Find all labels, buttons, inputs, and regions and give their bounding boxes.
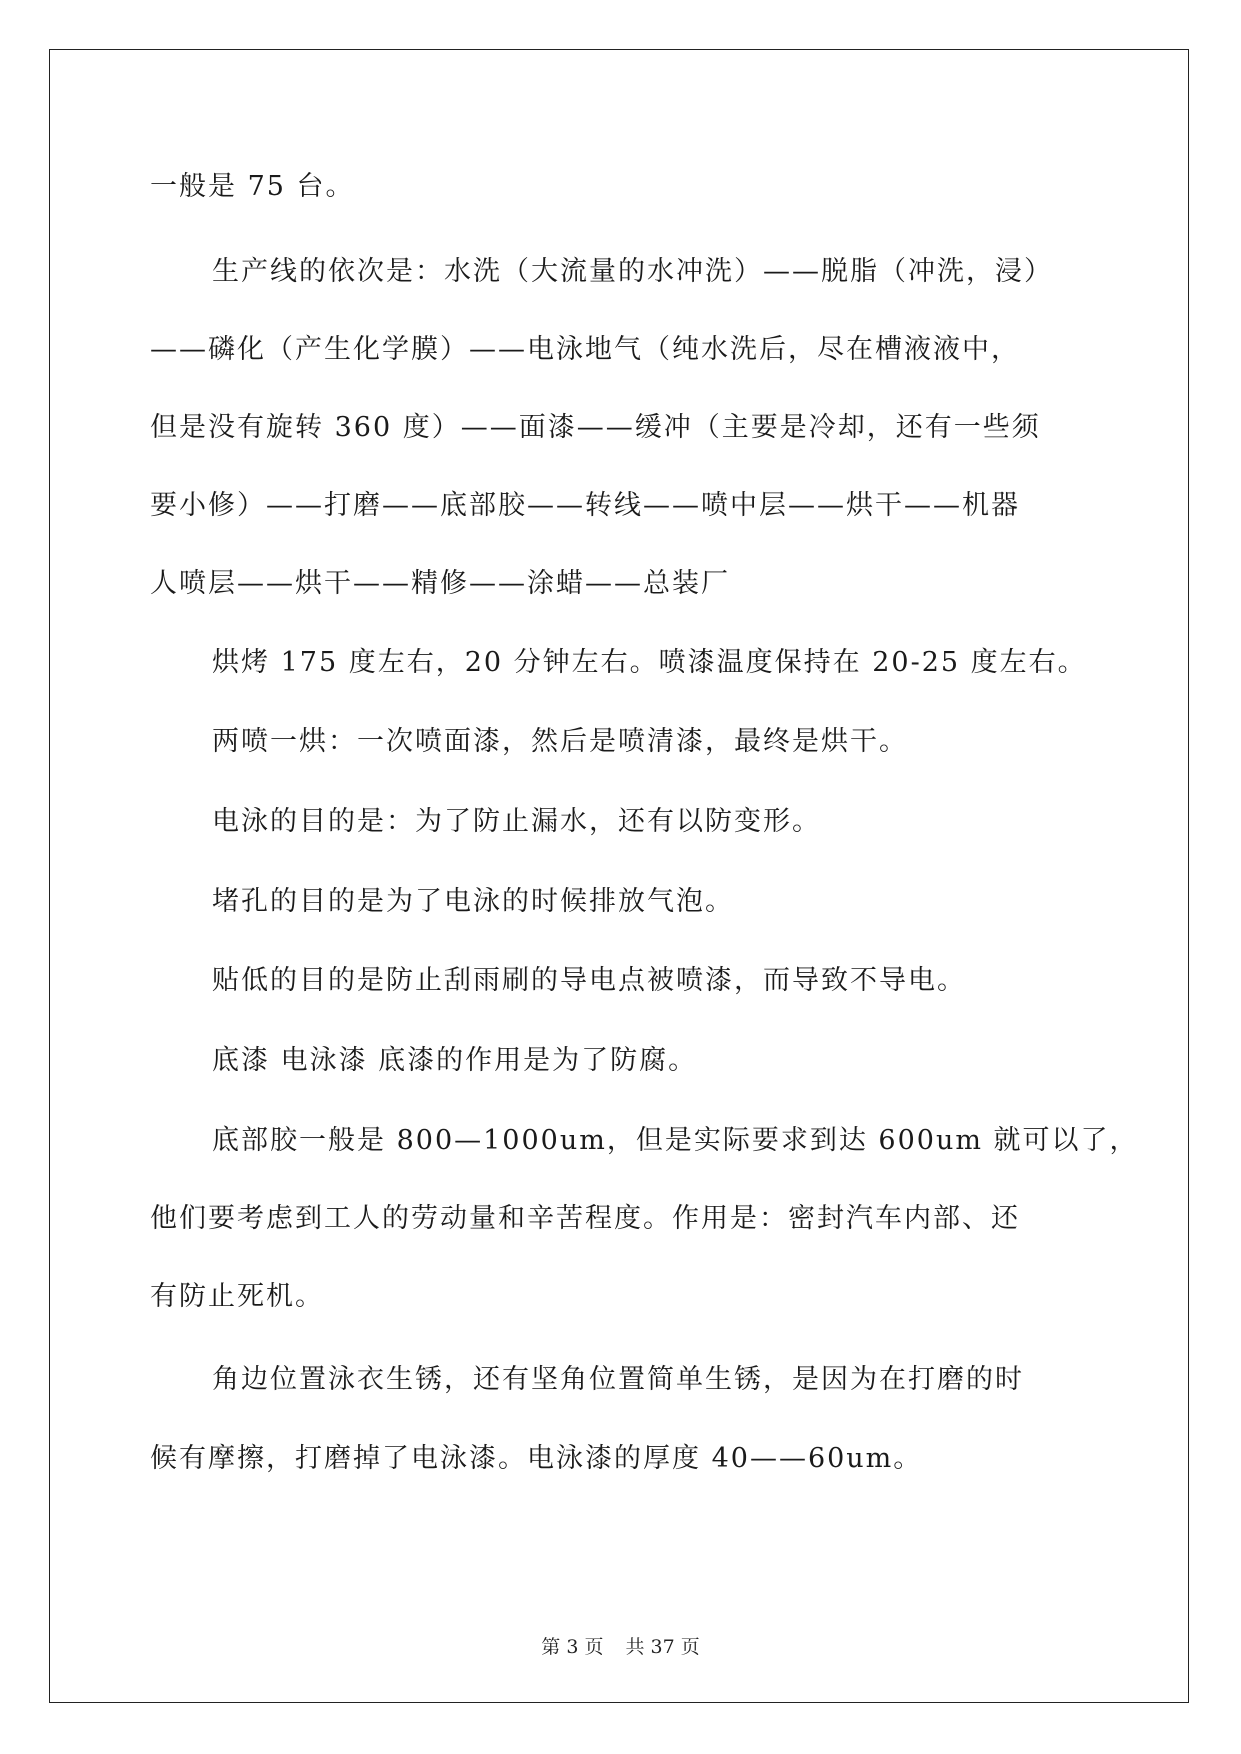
text-line: 底部胶一般是 800—1000um，但是实际要求到达 600um 就可以了， [212,1125,1139,1156]
text-line: 生产线的依次是：水洗（大流量的水冲洗）——脱脂（冲洗，浸） [212,256,1053,287]
text-line: ——磷化（产生化学膜）——电泳地气（纯水洗后，尽在槽液液中， [150,334,1020,365]
text-line: 有防止死机。 [150,1281,324,1312]
text-line: 两喷一烘：一次喷面漆，然后是喷清漆，最终是烘干。 [212,726,908,757]
text-line: 一般是 75 台。 [150,171,355,202]
page-footer [0,1632,1241,1659]
text-line: 但是没有旋转 360 度）——面漆——缓冲（主要是冷却，还有一些须 [150,412,1041,443]
text-line: 电泳的目的是：为了防止漏水，还有以防变形。 [212,806,821,837]
text-line: 候有摩擦，打磨掉了电泳漆。电泳漆的厚度 40——60um。 [150,1443,923,1474]
text-line: 他们要考虑到工人的劳动量和辛苦程度。作用是：密封汽车内部、还 [150,1203,1020,1234]
text-line: 堵孔的目的是为了电泳的时候排放气泡。 [212,886,734,917]
text-line: 要小修）——打磨——底部胶——转线——喷中层——烘干——机器 [150,490,1020,521]
page-total: 共 37 页 [625,1636,700,1658]
text-line: 底漆 电泳漆 底漆的作用是为了防腐。 [212,1045,698,1076]
text-line: 角边位置泳衣生锈，还有坚角位置简单生锈，是因为在打磨的时 [212,1364,1024,1395]
page-number: 第 3 页 [541,1636,604,1658]
text-line: 贴低的目的是防止刮雨刷的导电点被喷漆，而导致不导电。 [212,965,966,996]
text-line: 人喷层——烘干——精修——涂蜡——总装厂 [150,568,730,599]
text-line: 烘烤 175 度左右，20 分钟左右。喷漆温度保持在 20-25 度左右。 [212,647,1087,678]
